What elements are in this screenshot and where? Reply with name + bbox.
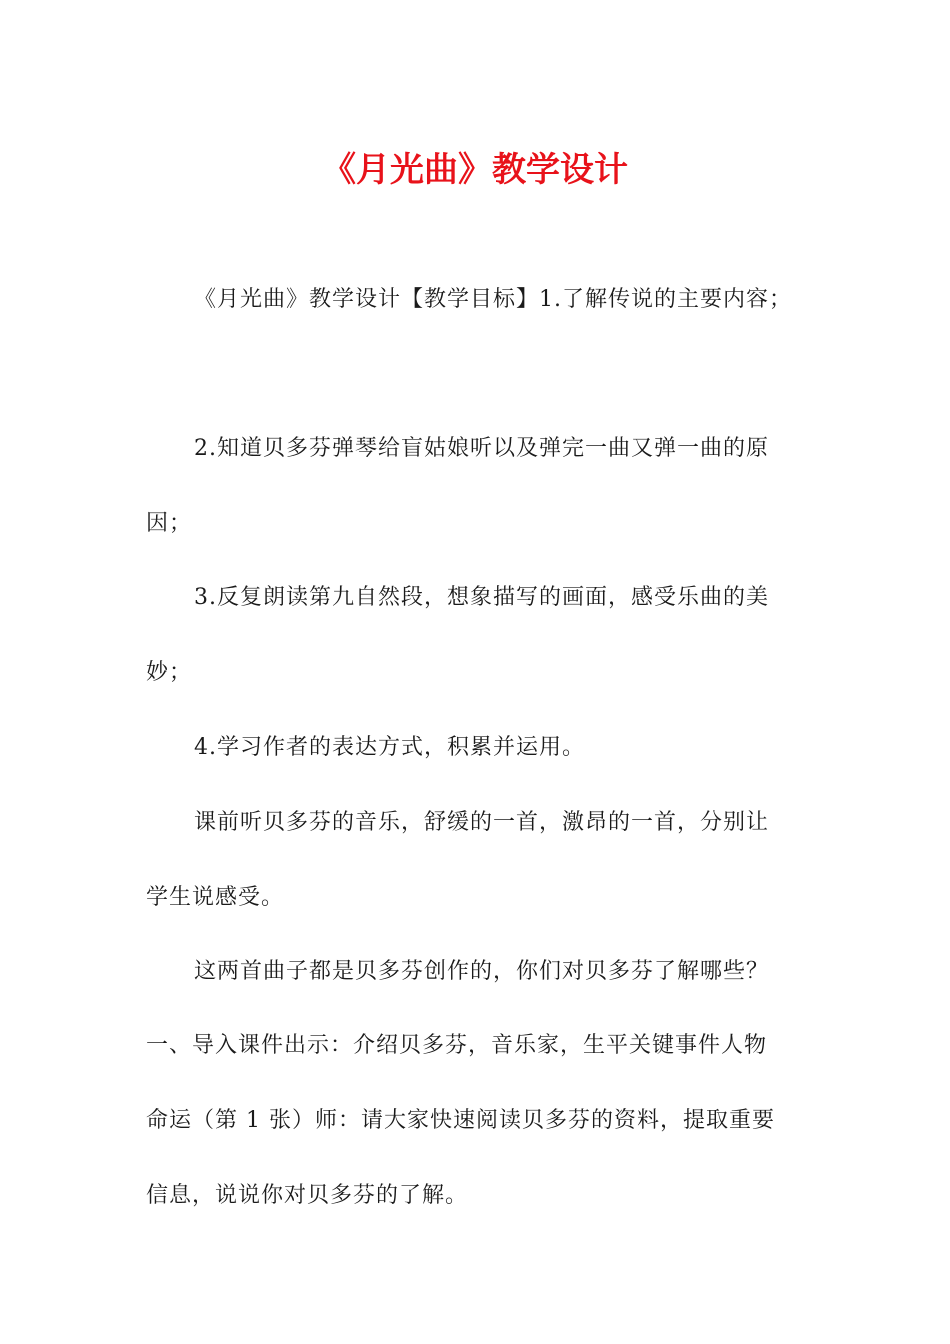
paragraph-pre-class <box>146 785 806 935</box>
paragraph-question <box>146 934 806 1009</box>
paragraph-line: 这两首曲子都是贝多芬创作的，你们对贝多芬了解哪些？ <box>194 959 770 984</box>
document-title: 《月光曲》教学设计 <box>322 150 628 190</box>
paragraph-objectives-2 <box>146 411 806 561</box>
paragraph-line: 信息，说说你对贝多芬的了解。 <box>146 1183 469 1208</box>
paragraph-line: 《月光曲》教学设计【教学目标】1.了解传说的主要内容； <box>194 287 792 312</box>
paragraph-line: 3.反复朗读第九自然段，想象描写的画面，感受乐曲的美 <box>194 585 769 610</box>
paragraph-objectives-4 <box>146 710 806 785</box>
paragraph-objectives-1 <box>146 262 806 337</box>
paragraph-line: 因； <box>146 511 193 536</box>
paragraph-line: 命运（第 1 张）师：请大家快速阅读贝多芬的资料，提取重要 <box>146 1108 775 1133</box>
paragraph-line: 课前听贝多芬的音乐，舒缓的一首，激昂的一首，分别让 <box>194 810 770 835</box>
paragraph-line: 学生说感受。 <box>146 885 285 910</box>
paragraph-objectives-3 <box>146 560 806 710</box>
paragraph-line: 4.学习作者的表达方式，积累并运用。 <box>194 735 585 760</box>
paragraph-line: 妙； <box>146 660 193 685</box>
paragraph-introduction <box>146 1008 806 1233</box>
paragraph-line: 2.知道贝多芬弹琴给盲姑娘听以及弹完一曲又弹一曲的原 <box>194 436 769 461</box>
paragraph-line: 一、导入课件出示：介绍贝多芬，音乐家，生平关键事件人物 <box>146 1033 768 1058</box>
